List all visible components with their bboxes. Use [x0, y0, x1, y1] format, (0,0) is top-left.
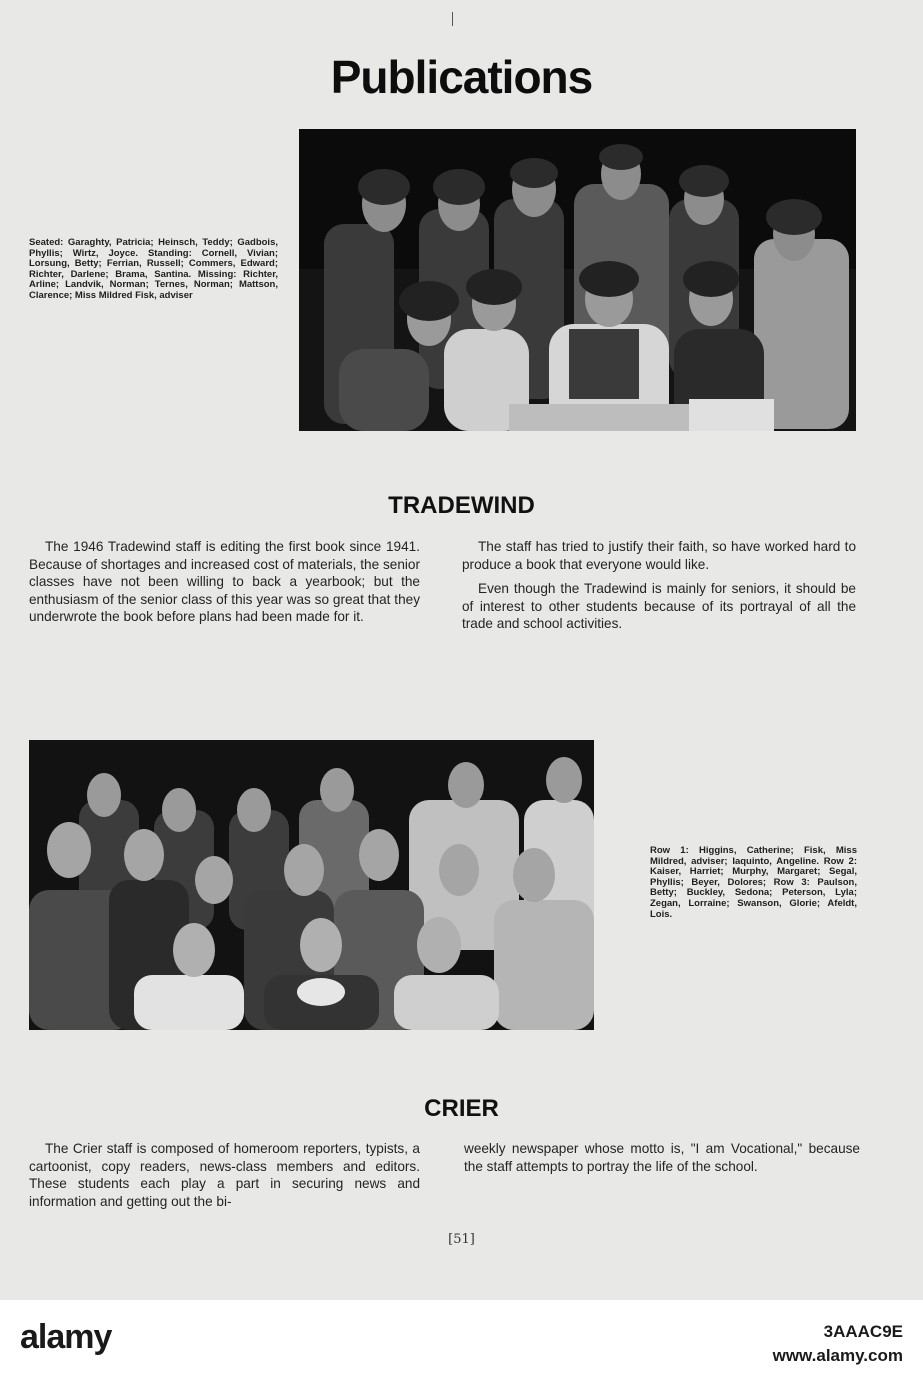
- image-id: 3AAAC9E: [823, 1322, 903, 1341]
- crier-photo-illustration: [29, 740, 594, 1030]
- crier-left-column: [29, 1140, 420, 1217]
- tradewind-caption: Seated: Garaghty, Patricia; Heinsch, Teddy; Gadbois, Phyllis; Wirtz, Joyce. Standing: Cornell, Vivian; Lorsung, Betty; Ferrian, Russell; Commers, Edward; Richter, Darlene; Brama, Santina. Missing: Richter, Arline; Landvik, Norman; Ternes, Norman; Mattson, Clarence; Miss Mildred Fisk, adviser: [29, 237, 278, 301]
- alamy-logo: alamy: [20, 1318, 112, 1356]
- tradewind-photo-illustration: [299, 129, 856, 431]
- page-number: [51]: [448, 1232, 475, 1247]
- crier-paragraph-2: weekly newspaper whose motto is, "I am Vocational," because the staff attempts to portray the life of the school.: [464, 1141, 860, 1174]
- tradewind-paragraph-1: The 1946 Tradewind staff is editing the first book since 1941. Because of shortages and increased cost of materials, the senior classes have not been willing to back a yearbook; but the enthusiasm of the senior class of this year was so great that they underwrote the book before plans had been made for it.: [29, 539, 420, 625]
- crop-mark: [452, 12, 453, 26]
- page-title: Publications: [330, 51, 593, 103]
- crier-paragraph-1: The Crier staff is composed of homeroom reporters, typists, a cartoonist, copy readers, news-class members and editors. These students each play a part in securing news and information and getting out the bi-: [29, 1141, 420, 1209]
- tradewind-right-column: [462, 538, 856, 640]
- tradewind-heading: TRADEWIND: [388, 492, 535, 519]
- crier-right-column: [464, 1140, 860, 1182]
- tradewind-paragraph-3: Even though the Tradewind is mainly for seniors, it should be of interest to other students because of its portrayal of all the trade and school activities.: [462, 581, 856, 632]
- tradewind-left-column: [29, 538, 420, 633]
- tradewind-staff-photo: [299, 129, 856, 431]
- watermark-footer: [0, 1300, 923, 1390]
- site-url: www.alamy.com: [772, 1346, 903, 1365]
- crier-staff-photo: [29, 740, 594, 1030]
- tradewind-paragraph-2: The staff has tried to justify their faith, so have worked hard to produce a book that everyone would like.: [462, 539, 856, 572]
- crier-heading: CRIER: [424, 1095, 499, 1122]
- crier-caption: Row 1: Higgins, Catherine; Fisk, Miss Mildred, adviser; Iaquinto, Angeline. Row 2: Kaiser, Harriet; Murphy, Margaret; Segal, Phyllis; Beyer, Dolores; Row 3: Paulson, Betty; Buckley, Sedona; Peterson, Lyla; Zegan, Lorraine; Swanson, Glorie; Afeldt, Lois.: [650, 845, 857, 920]
